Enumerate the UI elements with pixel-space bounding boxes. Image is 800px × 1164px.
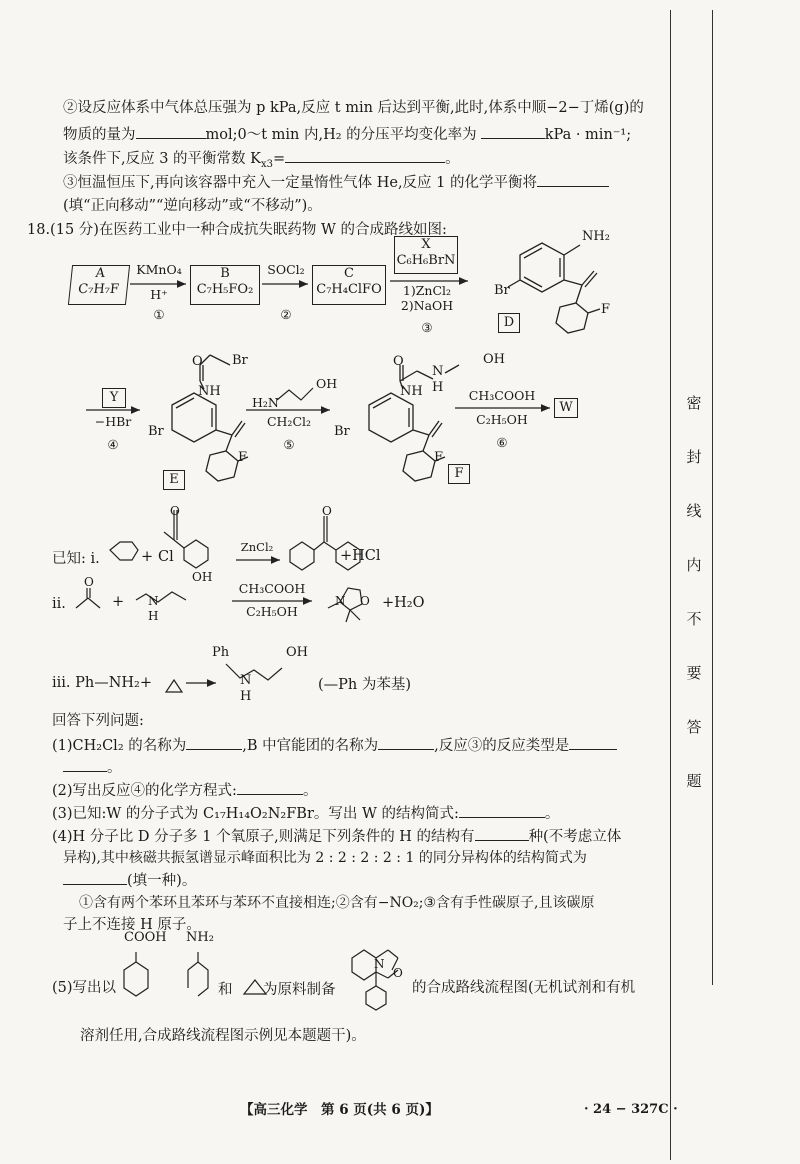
footer-page-info: 【高三化学 第 6 页(共 6 页)】 [240, 1102, 439, 1118]
known-ii-plus: + [112, 594, 125, 610]
sub5-end: 溶剂任用,合成路线流程图示例见本题题干)。 [80, 1028, 366, 1044]
sub4-part-c: (填一种)。 [127, 873, 197, 889]
q17-part3-text: ③恒温恒压下,再向该容器中充入一定量惰性气体 He,反应 1 的化学平衡将 [63, 175, 537, 191]
seal-char: 密 [686, 394, 702, 412]
answer-intro: 回答下列问题: [52, 713, 144, 729]
step5-oh: OH [316, 376, 338, 391]
E-o: O [192, 354, 203, 369]
q17-part2-kx-eq: = [273, 151, 286, 167]
seal-char: 线 [686, 502, 702, 520]
known-ii-product-o: O [360, 594, 370, 608]
label-F: F [448, 464, 470, 484]
known-ii-h: H [148, 609, 159, 623]
known-ii-o: O [84, 575, 94, 589]
seal-char: 要 [686, 664, 702, 682]
step4-byproduct: −HBr [94, 414, 132, 429]
known-iii-h: H [240, 689, 252, 704]
sub-question-2 [52, 780, 317, 801]
known-label: 已知: ⅰ. [52, 551, 100, 567]
sub5-prefix: (5)写出以 [52, 980, 117, 996]
known-iii-oh: OH [286, 645, 308, 660]
epoxide-icon [160, 670, 190, 700]
label-W: W [554, 398, 578, 418]
F-h: H [432, 380, 444, 395]
known-ii-oh: OH [192, 570, 213, 584]
conditions-line1: ①含有两个苯环且苯环与苯环不直接相连;②含有−NO₂;③含有手性碳原子,且该碳原 [79, 895, 595, 911]
sub2-end: 。 [302, 783, 318, 799]
known-ii-label: ⅱ. [52, 596, 66, 612]
box-B-formula: C₇H₅FO₂ [196, 282, 254, 297]
F-br: Br [334, 424, 350, 439]
sub-question-4-line3 [63, 870, 196, 891]
step4-number: ④ [107, 437, 119, 452]
sub5-benzoic-aniline [116, 948, 226, 1008]
q17-part2-line1: ②设反应体系中气体总压强为 p kPa,反应 t min 后达到平衡,此时,体系中顺−2−丁烯(g)的 [63, 100, 644, 116]
box-X-label: X [421, 237, 431, 252]
sub5-target-n: N [374, 957, 385, 971]
sub5-nh2: NH₂ [186, 930, 214, 945]
step6-solvent: C₂H₅OH [476, 412, 528, 427]
sub1-part-c: ,反应③的反应类型是 [434, 738, 570, 754]
step1-reagent: KMnO₄ [136, 262, 182, 277]
known-i-catalyst: ZnCl₂ [240, 540, 274, 554]
sub4-part-a: (4)H 分子比 D 分子多 1 个氧原子,则满足下列条件的 H 的结构有 [52, 829, 475, 845]
answer-blank[interactable] [63, 757, 107, 772]
known-i-product [284, 502, 384, 582]
sub5-post: 的合成路线流程图(无机试剂和有机 [412, 980, 636, 996]
F-o: O [393, 354, 404, 369]
known-ii-water: +H₂O [382, 595, 425, 611]
sub3-text: (3)已知:W 的分子式为 C₁₇H₁₄O₂N₂FBr。写出 W 的结构简式: [52, 806, 459, 822]
step3-reagent-a: 1)ZnCl₂ [402, 283, 452, 298]
known-iii-label: ⅲ. Ph—NH₂+ [52, 675, 153, 691]
sub5-cooh: COOH [124, 930, 167, 945]
q17-part2-mid1: mol;0～t min 内,H₂ 的分压平均变化率为 [205, 127, 477, 143]
known-i-product-o: O [322, 504, 332, 518]
seal-line-right [712, 10, 713, 985]
step1-number: ① [153, 307, 165, 322]
known-iii-ph: Ph [212, 645, 230, 660]
sub-question-4-line1 [52, 826, 621, 847]
seal-char: 不 [686, 610, 702, 628]
sub-question-4-line2: 异构),其中核磁共振氢谱显示峰面积比为 2 : 2 : 2 : 2 : 1 的同分异构体的结构简式为 [63, 850, 587, 866]
sub5-and: 和 [218, 982, 233, 998]
sub1-end: 。 [107, 760, 122, 776]
sub5-target-o: O [393, 966, 403, 980]
E-br: Br [148, 424, 164, 439]
known-ii-product-n: N [335, 594, 346, 608]
step5-amine: H₂N [252, 395, 279, 410]
answer-blank[interactable] [475, 826, 529, 841]
box-A-label: A [94, 266, 106, 281]
answer-blank[interactable] [378, 735, 434, 750]
footer-code: · 24 − 327C · [584, 1102, 678, 1117]
answer-blank[interactable] [63, 870, 127, 885]
F-oh: OH [483, 352, 505, 367]
step5-solvent: CH₂Cl₂ [266, 414, 312, 429]
box-C-label: C [344, 266, 354, 281]
step2-number: ② [280, 307, 292, 322]
E-br-top: Br [232, 353, 248, 368]
seal-char: 题 [686, 772, 702, 790]
q17-part2-kx-label: 该条件下,反应 3 的平衡常数 K [63, 151, 261, 167]
molecule-F-structure [345, 345, 465, 490]
q17-part2-kx-sub: x3 [261, 158, 274, 170]
E-nh: NH [198, 384, 221, 399]
label-E: E [163, 470, 185, 490]
sub3-end: 。 [544, 806, 560, 822]
sub4-part-a2: 种(不考虑立体 [528, 829, 622, 845]
D-f: F [601, 302, 611, 317]
answer-blank[interactable] [186, 735, 242, 750]
known-ii-n: N [148, 594, 159, 608]
known-iii-note: (—Ph 为苯基) [318, 677, 412, 693]
box-B-label: B [220, 266, 230, 281]
sub5-mid: 为原料制备 [263, 982, 336, 998]
answer-blank[interactable] [569, 735, 617, 750]
seal-char: 封 [686, 448, 702, 466]
step2-reagent: SOCl₂ [267, 262, 305, 277]
sub2-text: (2)写出反应④的化学方程式: [52, 783, 237, 799]
known-i-cl: Cl [158, 549, 174, 565]
q17-part2-line3: 该条件下,反应 3 的平衡常数 $K_{x3}=$ 。 [63, 148, 460, 175]
sub-question-3 [52, 803, 559, 824]
sub1-part-b: ,B 中官能团的名称为 [242, 738, 379, 754]
box-X-formula: C₆H₆BrN [396, 253, 456, 268]
step1-acid: H⁺ [150, 287, 168, 302]
D-nh2: NH₂ [582, 229, 610, 244]
label-D: D [498, 313, 520, 333]
q17-part3-line2: (填“正向移动”“逆向移动”或“不移动”)。 [63, 198, 322, 214]
F-f: F [434, 450, 444, 465]
sub-question-1-cont [63, 757, 122, 778]
F-n: N [432, 364, 444, 379]
seal-char: 答 [686, 718, 702, 736]
q17-part2-prefix: 物质的量为 [63, 127, 136, 143]
E-f: F [238, 450, 248, 465]
known-i-plus: + [141, 549, 154, 565]
step6-acid: CH₃COOH [468, 388, 536, 403]
step3-reagent-b: 2)NaOH [400, 298, 454, 313]
q18-header: 18.(15 分)在医药工业中一种合成抗失眠药物 W 的合成路线如图: [27, 222, 447, 238]
known-i-hcl: +HCl [340, 548, 381, 564]
q17-part2-mid2: kPa · min⁻¹; [544, 127, 632, 143]
sub1-part-a: (1)CH₂Cl₂ 的名称为 [52, 738, 187, 754]
sub-question-1 [52, 735, 617, 756]
known-i-o: O [170, 504, 180, 518]
box-A-formula: C₇H₇F [77, 282, 120, 297]
seal-line-left [670, 10, 671, 1160]
step3-number: ③ [421, 320, 433, 335]
known-ii-acid: CH₃COOH [238, 581, 306, 596]
answer-blank[interactable] [459, 803, 545, 818]
answer-blank[interactable] [237, 780, 303, 795]
step6-number: ⑥ [496, 435, 508, 450]
conditions-line2: 子上不连接 H 原子。 [63, 917, 201, 933]
step5-number: ⑤ [283, 437, 295, 452]
box-C-formula: C₇H₄ClFO [316, 282, 382, 297]
known-iii-n: N [240, 673, 252, 688]
D-br: Br [494, 283, 510, 298]
seal-char: 内 [686, 556, 702, 574]
box-Y: Y [102, 388, 126, 408]
known-ii-solvent: C₂H₅OH [246, 604, 298, 619]
F-nh: NH [400, 384, 423, 399]
